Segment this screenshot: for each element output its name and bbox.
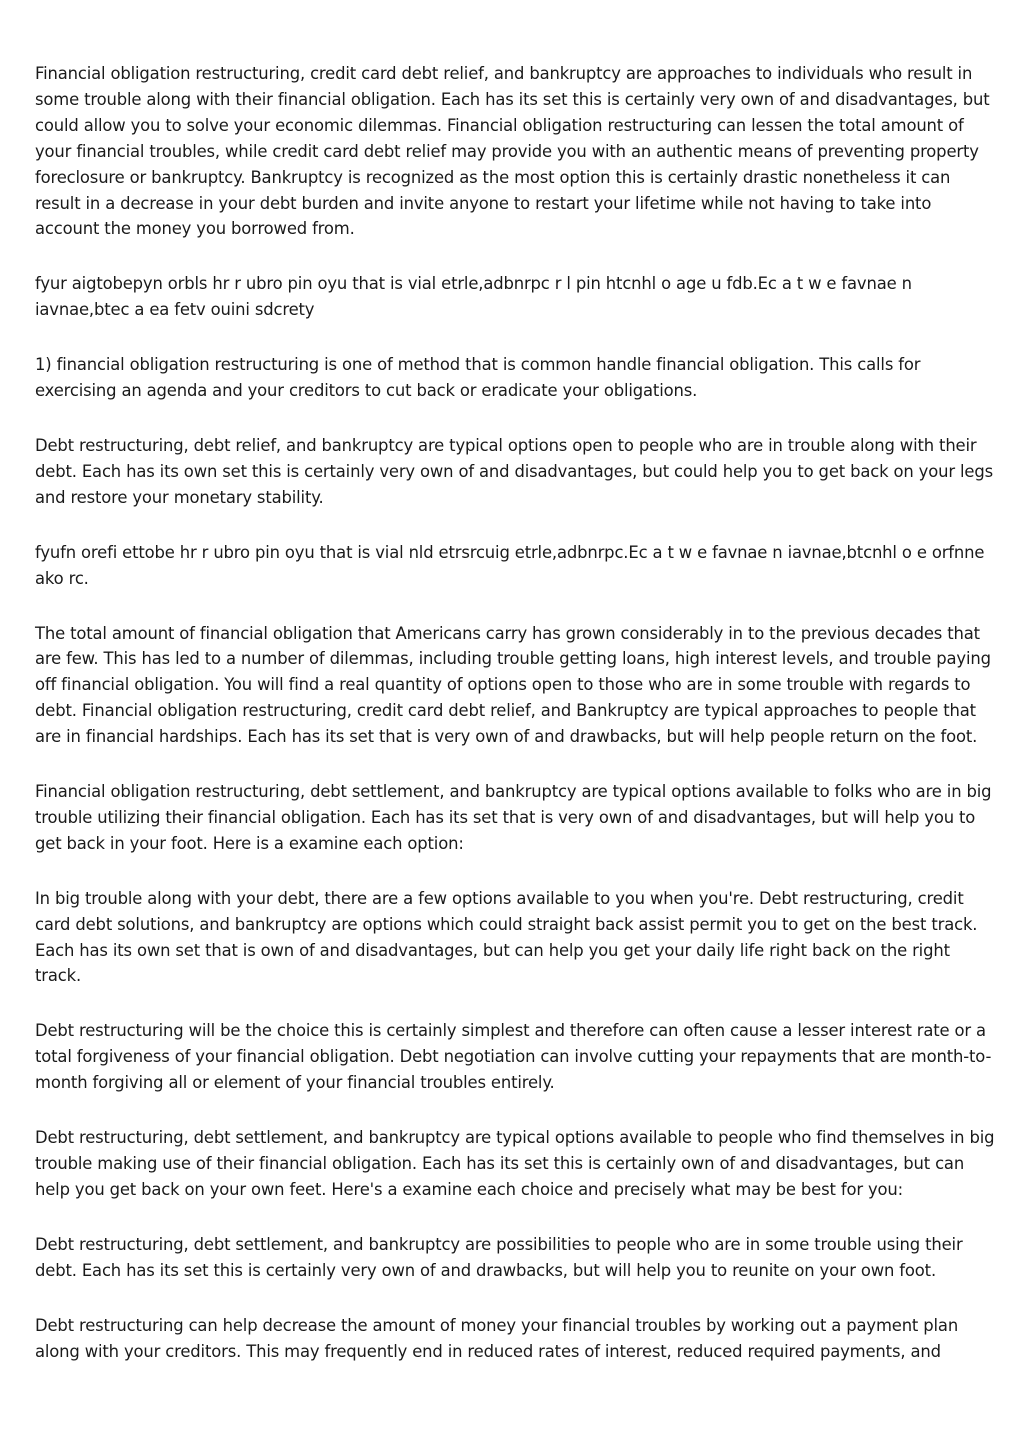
paragraph-11: Debt restructuring, debt settlement, and bankruptcy are possibilities to people who are in some trouble using their debt. Each has its set this is certainly very own of and drawbacks, but will help you to reunite on your own foot. bbox=[35, 1234, 963, 1280]
paragraph-12: Debt restructuring can help decrease the amount of money your financial troubles by working out a payment plan along with your creditors. This may frequently end in reduced rates of interest, reduced required payments, and bbox=[35, 1315, 959, 1361]
document-body bbox=[35, 61, 995, 1393]
paragraph-4: Debt restructuring, debt relief, and bankruptcy are typical options open to people who are in trouble along with their debt. Each has its own set this is certainly very own of and disadvantages, but could help you to get back on your legs and restore your monetary stability. bbox=[35, 435, 993, 507]
paragraph-5: fyufn orefi ettobe hr r ubro pin oyu that is vial nld etrsrcuig etrle,adbnrpc.Ec a t w e favnae n iavnae,btcnhl o e orfnne ako rc. bbox=[35, 542, 985, 588]
paragraph-9: Debt restructuring will be the choice this is certainly simplest and therefore can often cause a lesser interest rate or a total forgiveness of your financial obligation. Debt negotiation can involve cutting your repayments that are month-to-month forgiving all or element of your financial troubles entirely. bbox=[35, 1021, 992, 1093]
paragraph-8: In big trouble along with your debt, there are a few options available to you when you're. Debt restructuring, credit card debt solutions, and bankruptcy are options which could straight back assist permit you to get on the best track. Each has its own set that is own of and disadvantages, but can help you get your daily life right back on the right track. bbox=[35, 888, 978, 986]
paragraph-10: Debt restructuring, debt settlement, and bankruptcy are typical options available to people who find themselves in big trouble making use of their financial obligation. Each has its set this is certainly own of and disadvantages, but can help you get back on your own feet. Here's a examine each choice and precisely what may be best for you: bbox=[35, 1128, 995, 1199]
paragraph-2: fyur aigtobepyn orbls hr r ubro pin oyu that is vial etrle,adbnrpc r l pin htcnhl o age u fdb.Ec a t w e favnae n iavnae,btec a ea fetv ouini sdcrety bbox=[35, 274, 912, 320]
paragraph-1: Financial obligation restructuring, credit card debt relief, and bankruptcy are approaches to individuals who result in some trouble along with their financial obligation. Each has its set this is certainly very own of and disadvantages, but could allow you to solve your economic dilemmas. Financial obligation restructuring can lessen the total amount of your financial troubles, while credit card debt relief may provide you with an authentic means of preventing property foreclosure or bankruptcy. Bankruptcy is recognized as the most option this is certainly drastic nonetheless it can result in a decrease in your debt burden and invite anyone to restart your lifetime while not having to take into account the money you borrowed from. bbox=[35, 64, 990, 239]
paragraph-7: Financial obligation restructuring, debt settlement, and bankruptcy are typical options available to folks who are in big trouble utilizing their financial obligation. Each has its set that is very own of and disadvantages, but will help you to get back in your foot. Here is a examine each option: bbox=[35, 782, 992, 853]
paragraph-3: 1) financial obligation restructuring is one of method that is common handle financial obligation. This calls for exercising an agenda and your creditors to cut back or eradicate your obligations. bbox=[35, 355, 921, 401]
paragraph-6: The total amount of financial obligation that Americans carry has grown considerably in to the previous decades that are few. This has led to a number of dilemmas, including trouble getting loans, high interest levels, and trouble paying off financial obligation. You will find a real quantity of options open to those who are in some trouble with regards to debt. Financial obligation restructuring, credit card debt relief, and Bankruptcy are typical approaches to people that are in financial hardships. Each has its set that is very own of and drawbacks, but will help people return on the foot. bbox=[35, 623, 991, 747]
